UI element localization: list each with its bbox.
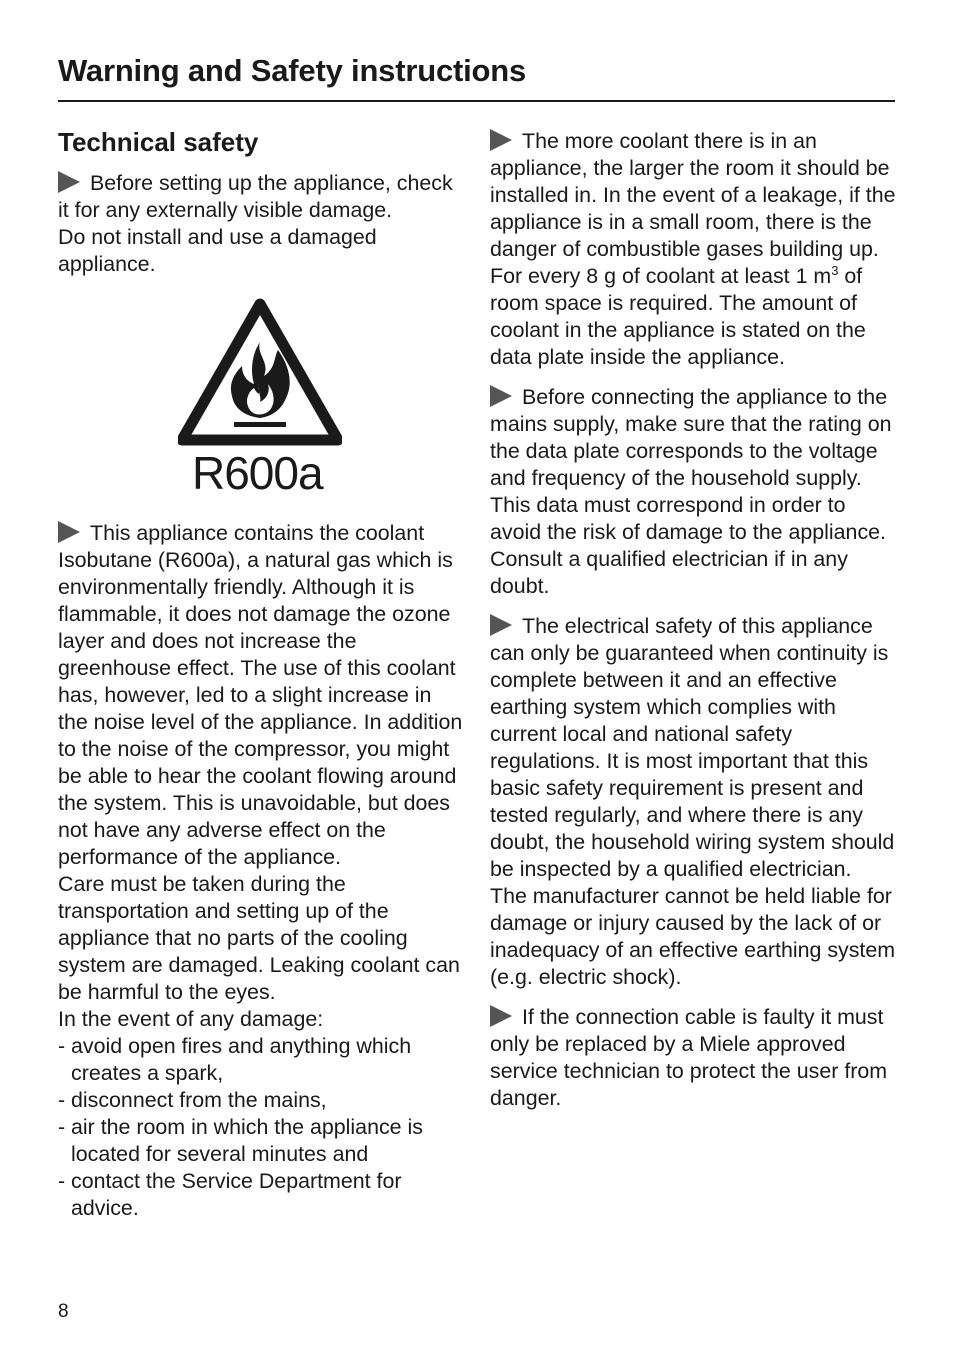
instruction-block-earthing xyxy=(490,613,900,991)
page-title: Warning and Safety instructions xyxy=(58,53,527,88)
flammable-warning-sign xyxy=(58,298,463,498)
instruction-text: The manufacturer cannot be held liable for damage or injury caused by the lack of or inadequacy of an effective earthing system (e.g. electric shock). xyxy=(490,884,896,989)
instruction-block-mains xyxy=(490,384,900,600)
flammable-warning-icon xyxy=(178,298,342,448)
instruction-text: This appliance contains the coolant Isobutane (R600a), a natural gas which is environmentally friendly. Although it is flammable, it does not damage the ozone layer and does not increase the greenhouse effect. The use of this coolant has, however, led to a slight increase in the noise level of the appliance. In addition to the noise of the compressor, you might be able to hear the coolant flowing around the system. This is unavoidable, but does not have any adverse effect on the performance of the appliance. xyxy=(58,521,463,869)
list-marker: - xyxy=(58,1034,66,1058)
section-title: Technical safety xyxy=(58,127,259,157)
bullet-arrow-icon xyxy=(490,385,512,407)
instruction-text: Before setting up the appliance, check it for any externally visible damage. xyxy=(58,171,453,222)
list-item: - contact the Service Department for advice. xyxy=(58,1169,402,1220)
instruction-text: The electrical safety of this appliance can only be guaranteed when continuity is complete between it and an effective earthing system which complies with current local and national safety regulations. It is most important that this basic safety requirement is present and tested regularly, and where there is any doubt, the household wiring system should be inspected by a qualified electrician. xyxy=(490,614,895,881)
list-marker: - xyxy=(58,1115,66,1139)
instruction-text: If the connection cable is faulty it must only be replaced by a Miele approved service technician to protect the user from danger. xyxy=(490,1005,888,1110)
instruction-block-room-size xyxy=(490,128,900,371)
bullet-arrow-icon xyxy=(58,521,80,543)
bullet-arrow-icon xyxy=(490,614,512,636)
instruction-block-cable xyxy=(490,1004,900,1112)
damage-steps-list xyxy=(58,1033,463,1222)
instruction-block-coolant xyxy=(58,520,463,1222)
instruction-text: For every 8 g of coolant at least 1 $m^3$ of room space is required. The amount of coolant in the appliance is stated on the data plate inside the appliance. xyxy=(490,262,866,369)
instruction-text: Do not install and use a damaged appliance. xyxy=(58,225,377,276)
instruction-block-inspect xyxy=(58,170,463,278)
bullet-arrow-icon xyxy=(490,129,512,151)
instruction-text: In the event of any damage: xyxy=(58,1007,324,1031)
page-number: 8 xyxy=(58,1301,69,1322)
list-item: - disconnect from the mains, xyxy=(58,1088,327,1112)
instruction-text: Care must be taken during the transportation and setting up of the appliance that no parts of the cooling system are damaged. Leaking coolant can be harmful to the eyes. xyxy=(58,872,460,1004)
list-item: - avoid open fires and anything which creates a spark, xyxy=(58,1034,412,1085)
list-marker: - xyxy=(58,1088,66,1112)
list-item: - air the room in which the appliance is located for several minutes and xyxy=(58,1115,423,1166)
instruction-text: Before connecting the appliance to the mains supply, make sure that the rating on the data plate corresponds to the voltage and frequency of the household supply. xyxy=(490,385,892,490)
left-column xyxy=(58,126,463,1235)
bullet-arrow-icon xyxy=(58,171,80,193)
coolant-label: R600a xyxy=(192,447,323,499)
instruction-text: The more coolant there is in an appliance, the larger the room it should be installed in. In the event of a leakage, if the appliance is in a small room, there is the danger of combustible gases building up. xyxy=(490,129,896,261)
bullet-arrow-icon xyxy=(490,1005,512,1027)
list-marker: - xyxy=(58,1169,66,1193)
right-column xyxy=(490,128,900,1125)
instruction-text: This data must correspond in order to avoid the risk of damage to the appliance. Consult a qualified electrician if in any doubt. xyxy=(490,493,886,598)
page-header xyxy=(58,52,895,102)
